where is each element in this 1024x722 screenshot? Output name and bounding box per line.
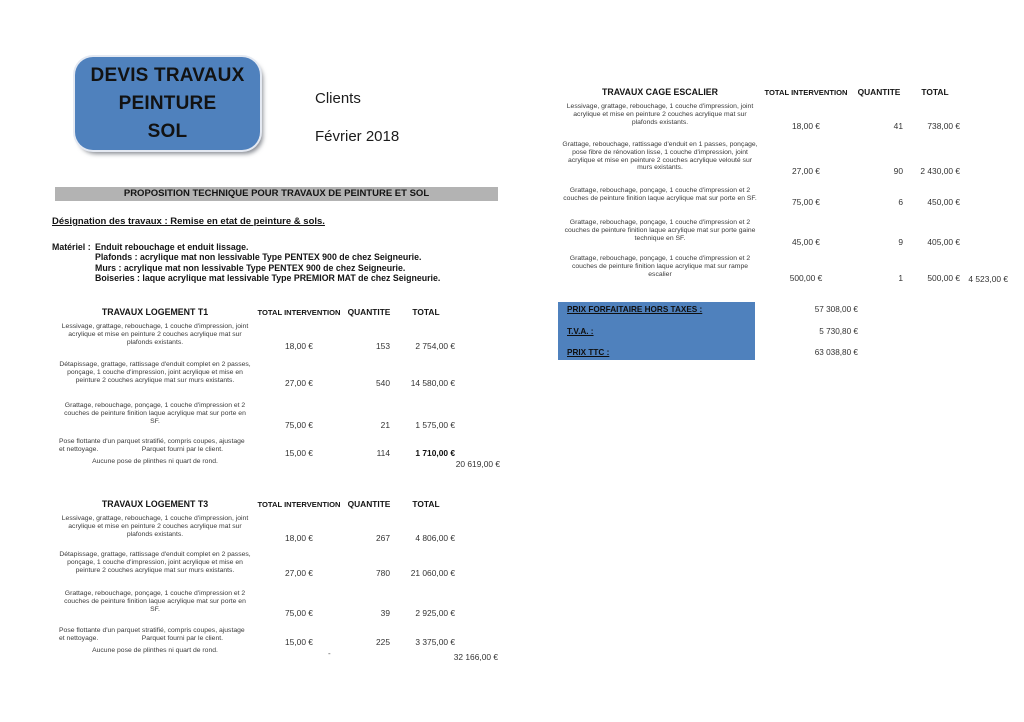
row-total: 21 060,00 € — [410, 568, 455, 579]
row-total: 3 375,00 € — [415, 636, 455, 647]
table-note: Aucune pose de plinthes ni quart de rond. — [92, 457, 218, 465]
row-quantity: 6 — [898, 197, 903, 208]
row-unit-price: 18,00 € — [285, 532, 313, 543]
table-header-row — [558, 87, 962, 97]
summary-label-ttc: PRIX TTC : — [567, 348, 610, 357]
row-unit-price: 18,00 € — [285, 340, 313, 351]
materiel-line: Boiseries : laque acrylique mat lessivable Type PREMIOR MAT de chez Seigneurie. — [95, 273, 441, 284]
column-header-intervention: TOTAL INTERVENTION — [257, 308, 341, 317]
materiel-line: Murs : acrylique mat non lessivable Type PENTEX 900 de chez Seigneurie. — [95, 262, 406, 273]
table-cage-escalier — [558, 87, 962, 281]
materiel-line: Enduit rebouchage et enduit lissage. — [95, 242, 249, 252]
row-unit-price: 45,00 € — [792, 236, 820, 247]
table-row — [55, 360, 457, 389]
row-description: Grattage, rebouchage, ponçage, 1 couche d'impression et 2 couches de peinture finition laque acrylique mat sur porte gaine technique en SF. — [564, 219, 756, 242]
row-total: 2 925,00 € — [415, 608, 455, 619]
row-quantity: 1 — [898, 272, 903, 283]
table-row — [55, 590, 457, 619]
row-description-secondary: Parquet fourni par le client. — [141, 635, 223, 643]
row-quantity: 153 — [376, 340, 390, 351]
price-summary-box — [558, 302, 858, 360]
summary-row — [558, 348, 858, 357]
table-header-row — [55, 307, 457, 317]
subtotal-t1: 20 619,00 € — [455, 459, 500, 469]
row-total: 14 580,00 € — [410, 378, 455, 389]
row-quantity: 114 — [376, 447, 390, 458]
row-total: 2 430,00 € — [920, 166, 960, 177]
table-row — [558, 254, 962, 283]
row-total: 4 806,00 € — [415, 532, 455, 543]
column-header-total: TOTAL — [412, 499, 440, 509]
summary-row — [558, 305, 858, 314]
row-description: Grattage, rebouchage, ponçage, 1 couche d'impression et 2 couches de peinture finition laque acrylique mat sur porte en SF. — [64, 402, 246, 426]
row-quantity: 225 — [376, 636, 390, 647]
client-label: Clients — [315, 90, 361, 107]
subtotal-cage-escalier: 4 523,00 € — [968, 274, 1008, 284]
row-unit-price: 27,00 € — [285, 568, 313, 579]
table-row — [558, 103, 962, 131]
badge-line: PEINTURE — [118, 92, 217, 114]
row-unit-price: 75,00 € — [285, 420, 313, 431]
designation-heading: Désignation des travaux : Remise en etat de peinture & sols. — [52, 216, 325, 227]
table-row — [55, 550, 457, 579]
table-row — [55, 438, 457, 458]
table-title: TRAVAUX LOGEMENT T1 — [101, 307, 209, 317]
column-header-intervention: TOTAL INTERVENTION — [764, 88, 848, 97]
row-unit-price: 18,00 € — [792, 120, 820, 131]
column-header-quantite: QUANTITE — [347, 307, 391, 317]
materiel-block — [52, 242, 440, 284]
table-row — [55, 402, 457, 431]
table-row — [558, 140, 962, 177]
row-description — [55, 627, 255, 643]
table-row — [558, 187, 962, 208]
row-description: Lessivage, grattage, rebouchage, 1 couche d'impression, joint acrylique et mise en peinture 2 couches acrylique mat sur plafonds existants. — [566, 103, 754, 126]
row-quantity: 41 — [893, 120, 903, 131]
row-total: 450,00 € — [927, 197, 960, 208]
column-header-quantite: QUANTITE — [857, 87, 901, 97]
column-header-quantite: QUANTITE — [347, 499, 391, 509]
row-description-text: Pose flottante d'un parquet stratifié, compris coupes, ajustage et nettoyage. — [59, 438, 245, 454]
date-label: Février 2018 — [315, 128, 400, 145]
table-row — [558, 219, 962, 247]
row-description: Détapissage, grattage, rattissage d'enduit complet en 2 passes, ponçage, 1 couche d'impression, joint acrylique et mise en peinture 2 couches acrylique mat sur murs existants. — [59, 360, 251, 384]
row-total: 1 575,00 € — [415, 420, 455, 431]
section-banner: PROPOSITION TECHNIQUE POUR TRAVAUX DE PEINTURE ET SOL — [55, 187, 498, 201]
row-description-secondary: Parquet fourni par le client. — [141, 446, 223, 454]
summary-label-ht: PRIX FORFAITAIRE HORS TAXES : — [567, 305, 703, 314]
row-unit-price: 27,00 € — [792, 166, 820, 177]
row-description-text: Pose flottante d'un parquet stratifié, compris coupes, ajustage et nettoyage. — [59, 627, 245, 643]
row-quantity: 540 — [376, 378, 390, 389]
row-unit-price: 15,00 € — [285, 636, 313, 647]
row-description: Grattage, rebouchage, ponçage, 1 couche d'impression et 2 couches de peinture finition laque acrylique mat sur rampe escalier — [569, 254, 751, 278]
document-title-badge — [75, 57, 260, 150]
row-total: 738,00 € — [927, 120, 960, 131]
row-quantity: 39 — [380, 608, 390, 619]
column-header-intervention: TOTAL INTERVENTION — [257, 500, 341, 509]
row-description: Grattage, rebouchage, ponçage, 1 couche d'impression et 2 couches de peinture finition laque acrylique mat sur porte en SF. — [563, 187, 757, 203]
row-unit-price: 500,00 € — [789, 272, 823, 283]
column-header-total: TOTAL — [412, 307, 440, 317]
row-description: Lessivage, grattage, rebouchage, 1 couche d'impression, joint acrylique et mise en peinture 2 couches acrylique mat sur plafonds existants. — [61, 323, 249, 346]
row-quantity: 90 — [893, 166, 903, 177]
summary-row — [558, 327, 858, 336]
badge-line: SOL — [147, 120, 188, 142]
row-description — [55, 438, 255, 454]
row-quantity: 21 — [380, 420, 390, 431]
summary-value-ttc: 63 038,80 € — [814, 348, 858, 357]
row-total: 1 710,00 € — [415, 447, 455, 458]
row-unit-price: 75,00 € — [285, 608, 313, 619]
row-total: 500,00 € — [927, 272, 960, 283]
row-unit-price: 15,00 € — [285, 447, 313, 458]
summary-value-tva: 5 730,80 € — [819, 326, 858, 336]
materiel-lines — [95, 242, 440, 284]
row-quantity: 9 — [898, 236, 903, 247]
materiel-line: Plafonds : acrylique mat non lessivable Type PENTEX 900 de chez Seigneurie. — [95, 252, 422, 263]
table-header-row — [55, 499, 457, 509]
table-row — [55, 515, 457, 543]
row-description: Détapissage, grattage, rattissage d'enduit complet en 2 passes, ponçage, 1 couche d'impression, joint acrylique et mise en peinture 2 couches acrylique mat sur murs existants. — [59, 550, 251, 574]
table-title: TRAVAUX CAGE ESCALIER — [602, 87, 718, 97]
row-description: Lessivage, grattage, rebouchage, 1 couche d'impression, joint acrylique et mise en peinture 2 couches acrylique mat sur plafonds existants. — [61, 515, 249, 538]
column-header-total: TOTAL — [921, 87, 949, 97]
row-quantity: 780 — [376, 568, 390, 579]
table-row — [55, 323, 457, 351]
materiel-label: Matériel : — [52, 242, 91, 252]
row-quantity: 267 — [376, 532, 390, 543]
row-total: 405,00 € — [927, 236, 960, 247]
summary-value-ht: 57 308,00 € — [814, 305, 858, 314]
dash-mark: - — [328, 649, 331, 658]
table-title: TRAVAUX LOGEMENT T3 — [101, 499, 209, 509]
summary-label-tva: T.V.A. : — [567, 326, 594, 336]
table-note: Aucune pose de plinthes ni quart de rond. — [92, 646, 218, 654]
table-row — [55, 627, 457, 647]
row-description: Grattage, rebouchage, rattissage d'enduit en 1 passes, ponçage, pose fibre de rénovation lisse, 1 couche d'impression, joint acrylique et mise en peinture 2 couches acrylique velouté sur murs existants. — [562, 140, 758, 172]
subtotal-t3: 32 166,00 € — [453, 652, 498, 662]
row-unit-price: 75,00 € — [792, 197, 820, 208]
row-description: Grattage, rebouchage, ponçage, 1 couche d'impression et 2 couches de peinture finition laque acrylique mat sur porte en SF. — [64, 590, 246, 614]
badge-line: DEVIS TRAVAUX — [90, 64, 245, 86]
row-total: 2 754,00 € — [415, 340, 455, 351]
row-unit-price: 27,00 € — [285, 378, 313, 389]
table-logement-t1 — [55, 307, 457, 465]
table-logement-t3 — [55, 499, 457, 654]
